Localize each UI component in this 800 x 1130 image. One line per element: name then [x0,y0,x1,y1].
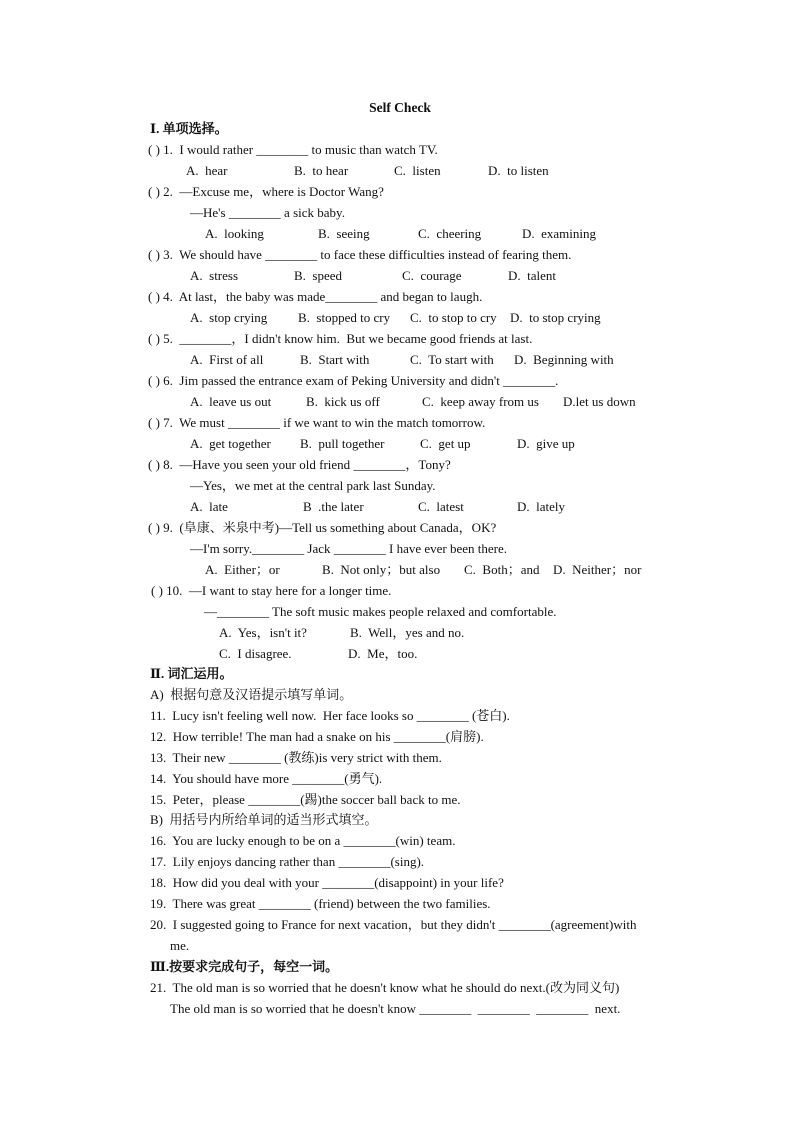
question-18: 18. How did you deal with your ________(disappoint) in your life? [150,875,504,890]
q8-option-b: B .the later [303,499,364,514]
question-17: 17. Lily enjoys dancing rather than ________(sing). [150,854,425,869]
q1-option-b: B. to hear [294,163,349,178]
q7-option-b: B. pull together [300,436,385,451]
q4-option-a: A. stop crying [190,310,268,325]
question-21-answer-line: The old man is so worried that he doesn't know ________ ________ ________ next. [170,1001,621,1016]
q2-option-c: C. cheering [418,226,482,241]
q1-option-d: D. to listen [488,163,549,178]
section-2-part-a: A) 根据句意及汉语提示填写单词。 [150,687,353,702]
q10-option-a: A. Yes，isn't it? [219,625,307,640]
question-12: 12. How terrible! The man had a snake on his ________(肩膀). [150,729,484,744]
q7-option-c: C. get up [420,436,471,451]
question-19: 19. There was great ________ (friend) between the two families. [150,896,491,911]
q6-option-c: C. keep away from us [422,394,539,409]
question-9: ( ) 9. (阜康、米泉中考)—Tell us something about Canada，OK? [148,520,497,535]
q1-option-c: C. listen [394,163,441,178]
question-11: 11. Lucy isn't feeling well now. Her face looks so ________ (苍白). [150,708,510,723]
question-8-reply: —Yes，we met at the central park last Sunday. [190,478,436,493]
q10-option-b: B. Well，yes and no. [350,625,465,640]
question-8: ( ) 8. —Have you seen your old friend ________，Tony? [148,457,451,472]
q2-option-a: A. looking [205,226,264,241]
page-title: Self Check [369,100,431,115]
question-10: ( ) 10. —I want to stay here for a longer time. [151,583,392,598]
q10-option-c: C. I disagree. [219,646,292,661]
q9-option-b: B. Not only；but also [322,562,441,577]
q5-option-c: C. To start with [410,352,494,367]
q1-option-a: A. hear [186,163,228,178]
q8-option-a: A. late [190,499,228,514]
q8-option-d: D. lately [517,499,566,514]
question-16: 16. You are lucky enough to be on a ________(win) team. [150,833,456,848]
question-15: 15. Peter，please ________(踢)the soccer ball back to me. [150,792,461,807]
question-1: ( ) 1. I would rather ________ to music than watch TV. [148,142,438,157]
q3-option-a: A. stress [190,268,239,283]
q7-option-d: D. give up [517,436,575,451]
q8-option-c: C. latest [418,499,464,514]
section-2-part-b: B) 用括号内所给单词的适当形式填空。 [150,812,378,827]
question-21: 21. The old man is so worried that he doesn't know what he should do next.(改为同义句) [150,980,620,995]
question-14: 14. You should have more ________(勇气). [150,771,383,786]
question-4: ( ) 4. At last，the baby was made________ and began to laugh. [148,289,483,304]
q3-option-b: B. speed [294,268,343,283]
section-1-heading: Ⅰ. 单项选择。 [150,121,228,136]
question-10-reply: —________ The soft music makes people relaxed and comfortable. [204,604,557,619]
q9-option-c: C. Both；and [464,562,540,577]
q5-option-d: D. Beginning with [514,352,614,367]
q3-option-d: D. talent [508,268,557,283]
q6-option-b: B. kick us off [306,394,380,409]
q10-option-d: D. Me，too. [348,646,418,661]
question-20-continued: me. [170,938,190,953]
question-6: ( ) 6. Jim passed the entrance exam of Peking University and didn't ________. [148,373,559,388]
q7-option-a: A. get together [190,436,271,451]
question-2: ( ) 2. —Excuse me，where is Doctor Wang? [148,184,384,199]
q6-option-d: D.let us down [563,394,636,409]
q3-option-c: C. courage [402,268,462,283]
question-2-reply: —He's ________ a sick baby. [190,205,345,220]
q9-option-d: D. Neither；nor [553,562,642,577]
q5-option-b: B. Start with [300,352,370,367]
question-3: ( ) 3. We should have ________ to face these difficulties instead of fearing them. [148,247,572,262]
question-9-reply: —I'm sorry.________ Jack ________ I have ever been there. [190,541,508,556]
q6-option-a: A. leave us out [190,394,272,409]
question-7: ( ) 7. We must ________ if we want to win the match tomorrow. [148,415,486,430]
question-5: ( ) 5. ________，I didn't know him. But we became good friends at last. [148,331,533,346]
q4-option-c: C. to stop to cry [410,310,497,325]
q4-option-b: B. stopped to cry [298,310,391,325]
section-2-heading: Ⅱ. 词汇运用。 [150,666,233,681]
section-3-heading: Ⅲ.按要求完成句子，每空一词。 [150,959,339,974]
q2-option-b: B. seeing [318,226,370,241]
q4-option-d: D. to stop crying [510,310,601,325]
question-13: 13. Their new ________ (教练)is very strict with them. [150,750,442,765]
q9-option-a: A. Either；or [205,562,280,577]
question-20: 20. I suggested going to France for next vacation，but they didn't ________(agreement)with [150,917,637,932]
q5-option-a: A. First of all [190,352,264,367]
q2-option-d: D. examining [522,226,597,241]
